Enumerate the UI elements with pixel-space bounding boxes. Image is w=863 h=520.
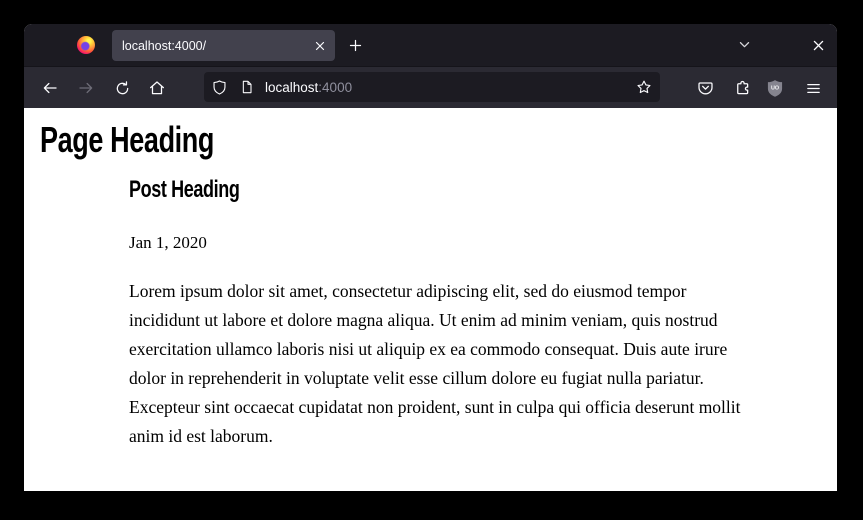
url-port: :4000	[318, 79, 353, 95]
url-host: localhost	[265, 79, 319, 95]
tab-close-button[interactable]	[309, 35, 330, 56]
ublock-shield-icon	[765, 78, 785, 98]
browser-tab[interactable]	[112, 30, 335, 61]
url-text[interactable]	[265, 80, 352, 95]
pocket-button[interactable]	[691, 74, 719, 102]
chevron-down-icon	[737, 37, 752, 52]
list-all-tabs-button[interactable]	[731, 31, 757, 57]
post-title	[129, 176, 741, 204]
page-title-text: Page Heading	[40, 119, 215, 160]
home-icon	[148, 79, 166, 97]
forward-button[interactable]	[72, 74, 100, 102]
page-info-icon[interactable]	[239, 79, 255, 95]
page-content	[24, 108, 837, 490]
pocket-icon	[696, 79, 715, 98]
page-title	[40, 120, 837, 160]
post-body: Lorem ipsum dolor sit amet, consectetur adipiscing elit, sed do eiusmod tempor incididunt ut labore et dolore magna aliqua. Ut enim ad minim veniam, quis nostrud exercitation ullamco laboris nisi ut aliquip ex ea commodo consequat. Duis aute irure dolor in reprehenderit in voluptate velit esse cillum dolore eu fugiat nulla pariatur. Excepteur sint occaecat cupidatat non proident, sunt in culpa qui officia deserunt mollit anim id est laborum.	[129, 281, 741, 446]
post	[129, 176, 741, 451]
tab-title: localhost:4000/	[122, 38, 207, 53]
app-menu-button[interactable]	[799, 74, 827, 102]
close-icon	[812, 39, 825, 52]
home-button[interactable]	[143, 74, 171, 102]
reload-icon	[114, 80, 131, 97]
navigation-toolbar	[24, 66, 837, 108]
url-bar[interactable]	[204, 72, 660, 102]
tracking-protection-shield-icon[interactable]	[211, 79, 228, 96]
back-arrow-icon	[41, 79, 59, 97]
reload-button[interactable]	[108, 74, 136, 102]
browser-window	[24, 24, 837, 491]
ublock-origin-button[interactable]	[761, 74, 789, 102]
extensions-button[interactable]	[728, 74, 756, 102]
window-close-button[interactable]	[805, 32, 831, 58]
hamburger-menu-icon	[805, 80, 822, 97]
puzzle-piece-icon	[733, 79, 752, 98]
back-button[interactable]	[36, 74, 64, 102]
post-date: Jan 1, 2020	[129, 233, 207, 252]
new-tab-button[interactable]	[342, 32, 368, 58]
plus-icon	[348, 38, 363, 53]
ublock-badge-text: UO	[770, 85, 780, 92]
post-title-text: Post Heading	[129, 176, 240, 203]
bookmark-star-icon[interactable]	[635, 78, 653, 96]
tab-bar	[24, 24, 837, 66]
forward-arrow-icon	[77, 79, 95, 97]
close-icon	[314, 40, 326, 52]
firefox-logo-icon[interactable]	[77, 36, 95, 54]
